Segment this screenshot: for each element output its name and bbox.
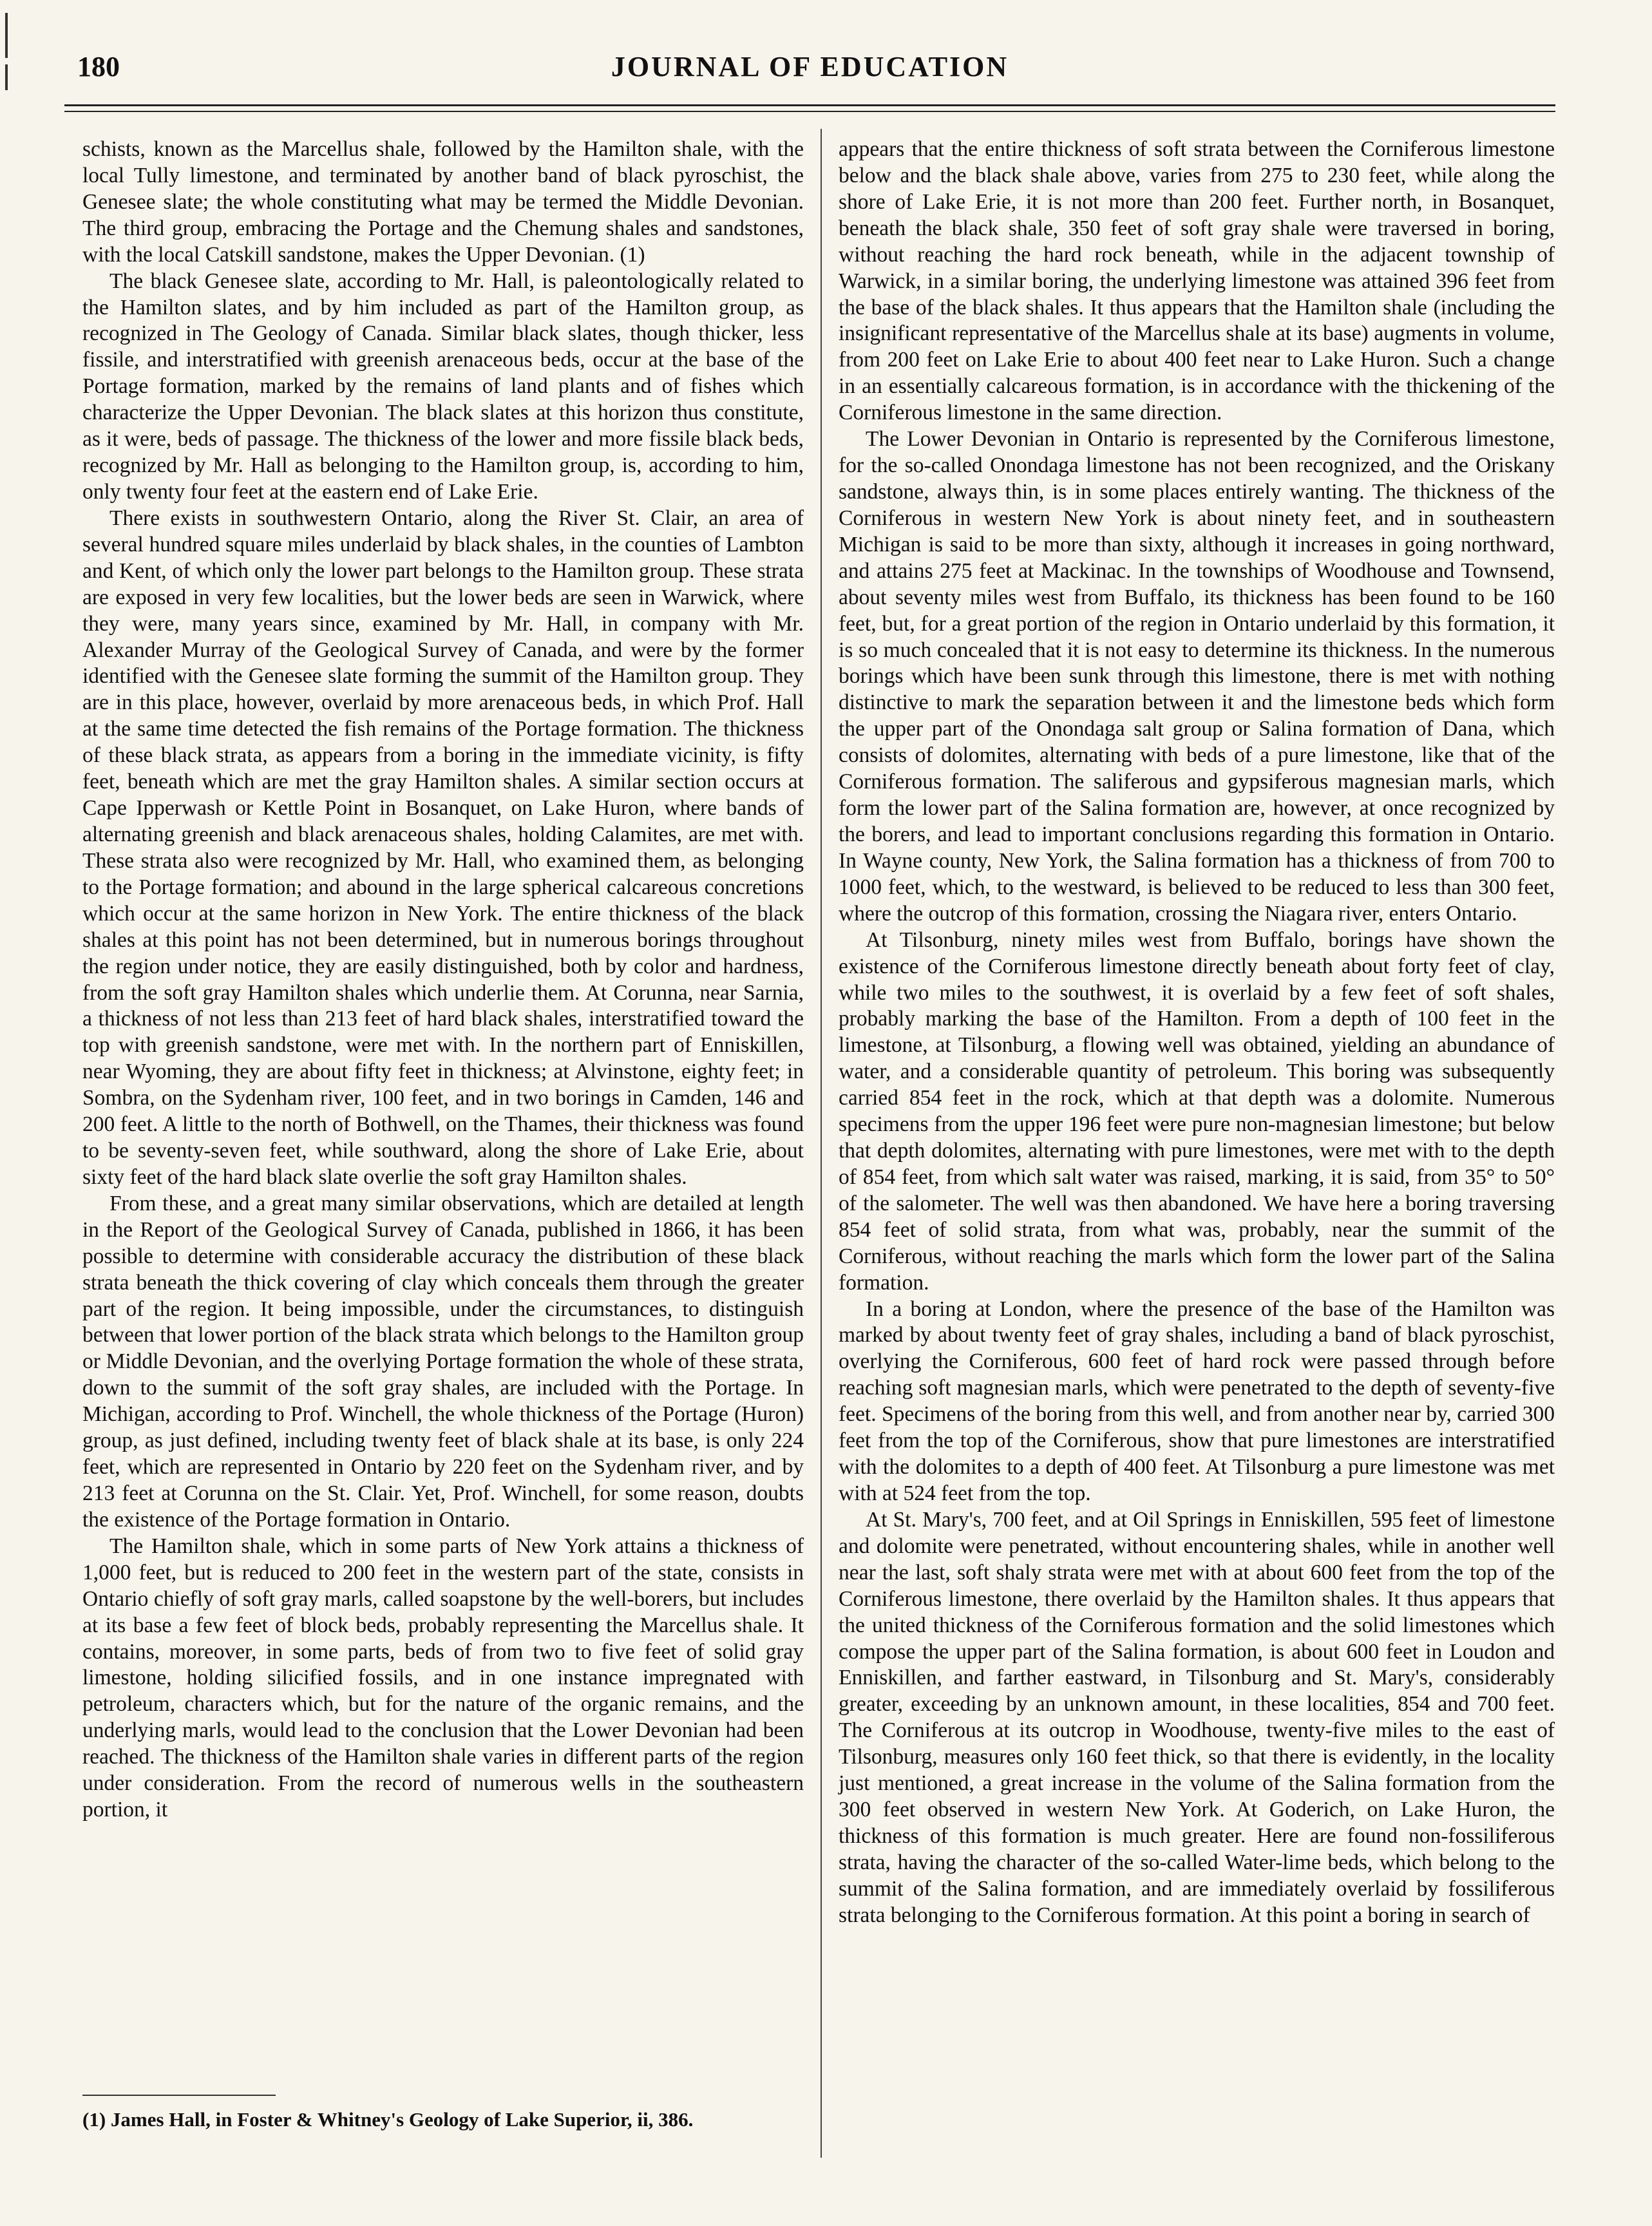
left-edge-mark-lower <box>5 64 8 90</box>
header-rule-bottom <box>64 111 1555 112</box>
left-edge-mark <box>5 13 8 58</box>
header-rule-top <box>64 104 1555 106</box>
footnote-text: James Hall, in Foster & Whitney's Geology of Lake Superior, ii, 386. <box>110 2108 694 2131</box>
paragraph: There exists in southwestern Ontario, along the River St. Clair, an area of several hundred square miles underlaid by black shales, in the counties of Lambton and Kent, of which only the lower part belongs to the Hamilton group. These strata are exposed in very few localities, but the lower beds are seen in Warwick, where they were, many years since, examined by Mr. Hall, in company with Mr. Alexander Murray of the Geological Survey of Canada, and were by the former identified with the Genesee slate forming the summit of the Hamilton group. They are in this place, however, overlaid by more arenaceous beds, in which Prof. Hall at the same time detected the fish remains of the Portage formation. The thickness of these black strata, as appears from a boring in the immediate vicinity, is fifty feet, beneath which are met the gray Hamilton shales. A similar section occurs at Cape Ipperwash or Kettle Point in Bosanquet, on Lake Huron, where bands of alternating greenish and black arenaceous shales, holding Calamites, are met with. These strata also were recognized by Mr. Hall, who examined them, as belonging to the Portage formation; and abound in the large spherical calcareous concretions which occur at the same horizon in New York. The entire thickness of the black shales at this point has not been determined, but in numerous borings throughout the region under notice, they are easily distinguished, both by color and hardness, from the soft gray Hamilton shales which underlie them. At Corunna, near Sarnia, a thickness of not less than 213 feet of hard black shales, interstratified toward the top with greenish sandstone, were met with. In the northern part of Enniskillen, near Wyoming, they are about fifty feet in thickness; at Alvinstone, eighty feet; in Sombra, on the Sydenham river, 100 feet, and in two borings in Camden, 146 and 200 feet. A little to the north of Bothwell, on the Thames, their thickness was found to be seventy-seven feet, while southward, along the shore of Lake Erie, about sixty feet of the hard black slate overlie the soft gray Hamilton shales. <box>82 506 804 1189</box>
page-number: 180 <box>77 51 120 82</box>
paragraph: appears that the entire thickness of soft strata between the Corniferous limestone below and the black shale above, varies from 275 to 230 feet, while along the shore of Lake Erie, it is not more than 200 feet. Further north, in Bosanquet, beneath the black shale, 350 feet of soft gray shale were traversed in boring, without reaching the hard rock beneath, while in the adjacent township of Warwick, in a similar boring, the underlying limestone was attained 396 feet from the base of the black shales. It thus appears that the Hamilton shale (including the insignificant representative of the Marcellus shale at its base) augments in volume, from 200 feet on Lake Erie to about 400 feet near to Lake Huron. Such a change in an essentially calcareous formation, is in accordance with the thickening of the Corniferous limestone in the same direction. <box>839 137 1555 425</box>
left-column <box>82 137 804 1823</box>
paragraph: In a boring at London, where the presence of the base of the Hamilton was marked by about twenty feet of gray shales, including a band of black pyroschist, overlying the Corniferous, 600 feet of hard rock were passed through before reaching soft magnesian marls, which were penetrated to the depth of seventy-five feet. Specimens of the boring from this well, and from another near by, carried 300 feet from the top of the Corniferous, show that pure limestones are interstratified with the dolomites to a depth of 400 feet. At Tilsonburg a pure limestone was met with at 524 feet from the top. <box>839 1297 1555 1506</box>
paragraph: At St. Mary's, 700 feet, and at Oil Springs in Enniskillen, 595 feet of limestone and dolomite were penetrated, without encountering shales, while in another well near the last, soft shaly strata were met with at about 600 feet from the top of the Corniferous limestone, there overlaid by the Hamilton shales. It thus appears that the united thickness of the Corniferous formation and the solid limestones which compose the upper part of the Salina formation, is about 600 feet in Loudon and Enniskillen, and farther eastward, in Tilsonburg and St. Mary's, considerably greater, exceeding by an unknown amount, in these localities, 854 and 700 feet. The Corniferous at its outcrop in Woodhouse, twenty-five miles to the east of Tilsonburg, measures only 160 feet thick, so that there is evidently, in the locality just mentioned, a great increase in the volume of the Salina formation from the 300 feet observed in western New York. At Goderich, on Lake Huron, the thickness of this formation is much greater. Here are found non-fossiliferous strata, having the character of the so-called Water-lime beds, which belong to the summit of the Salina formation, and are immediately overlaid by fossiliferous strata belonging to the Corniferous formation. At this point a boring in search of <box>839 1507 1555 1927</box>
column-divider <box>821 129 822 2158</box>
paragraph: The Hamilton shale, which in some parts of New York attains a thickness of 1,000 feet, but is reduced to 200 feet in the western part of the state, consists in Ontario chiefly of soft gray marls, called soapstone by the well-borers, but includes at its base a few feet of block beds, probably representing the Marcellus shale. It contains, moreover, in some parts, beds of from two to five feet of solid gray limestone, holding silicified fossils, and in one instance impregnated with petroleum, characters which, but for the nature of the organic remains, and the underlying marls, would lead to the conclusion that the Lower Devonian had been reached. The thickness of the Hamilton shale varies in different parts of the region under consideration. From the record of numerous wells in the southeastern portion, it <box>82 1534 804 1822</box>
running-head: JOURNAL OF EDUCATION <box>611 51 1009 82</box>
paragraph: At Tilsonburg, ninety miles west from Buffalo, borings have shown the existence of the Corniferous limestone directly beneath about forty feet of clay, while two miles to the southwest, it is overlaid by a few feet of soft shales, probably marking the base of the Hamilton. From a depth of 100 feet in the limestone, at Tilsonburg, a flowing well was obtained, yielding an abundance of water, and a considerable quantity of petroleum. This boring was subsequently carried 854 feet in the rock, which at that depth was a dolomite. Numerous specimens from the upper 196 feet were pure non-magnesian limestone; but below that depth dolomites, alternating with pure limestones, were met with to the depth of 854 feet, from which salt water was raised, marking, it is said, from 35° to 50° of the salometer. The well was then abandoned. We have here a boring traversing 854 feet of solid strata, from what was, probably, near the summit of the Corniferous, without reaching the marls which form the lower part of the Salina formation. <box>839 928 1555 1295</box>
page-header <box>64 50 1555 95</box>
footnote-mark: (1) <box>82 2108 106 2131</box>
footnote-rule <box>82 2095 276 2096</box>
paragraph: The Lower Devonian in Ontario is represented by the Corniferous limestone, for the so-called Onondaga limestone has not been recognized, and the Oriskany sandstone, always thin, is in some places entirely wanting. The thickness of the Corniferous in western New York is about ninety feet, and in southeastern Michigan is said to be more than sixty, although it increases in going northward, and attains 275 feet at Mackinac. In the townships of Woodhouse and Townsend, about seventy miles west from Buffalo, its thickness has been found to be 160 feet, but, for a great portion of the region in Ontario underlaid by this formation, it is so much concealed that it is not easy to determine its thickness. In the numerous borings which have been sunk through this limestone, there is met with nothing distinctive to mark the separation between it and the limestone beds which form the upper part of the Onondaga salt group or Salina formation of Dana, which consists of dolomites, alternating with beds of a pure limestone, like that of the Corniferous formation. The saliferous and gypsiferous magnesian marls, which form the lower part of the Salina formation are, however, at once recognized by the borers, and lead to important conclusions regarding this formation in Ontario. In Wayne county, New York, the Salina formation has a thickness of from 700 to 1000 feet, which, to the westward, is believed to be reduced to less than 300 feet, where the outcrop of this formation, crossing the Niagara river, enters Ontario. <box>839 427 1555 926</box>
paragraph: schists, known as the Marcellus shale, followed by the Hamilton shale, with the local Tully limestone, and terminated by another band of black pyroschist, the Genesee slate; the whole constituting what may be termed the Middle Devonian. The third group, embracing the Portage and the Chemung shales and sandstones, with the local Catskill sandstone, makes the Upper Devonian. (1) <box>82 137 804 267</box>
footnote <box>82 2107 805 2133</box>
paragraph: The black Genesee slate, according to Mr. Hall, is paleontologically related to the Hamilton slates, and by him included as part of the Hamilton group, as recognized in The Geology of Canada. Similar black slates, though thicker, less fissile, and interstratified with greenish arenaceous beds, occur at the base of the Portage formation, marked by the remains of land plants and of fishes which characterize the Upper Devonian. The black slates at this horizon thus constitute, as it were, beds of passage. The thickness of the lower and more fissile black beds, recognized by Mr. Hall as belonging to the Hamilton group, is, according to him, only twenty four feet at the eastern end of Lake Erie. <box>82 269 804 504</box>
right-column <box>839 137 1555 1929</box>
paragraph: From these, and a great many similar observations, which are detailed at length in the Report of the Geological Survey of Canada, published in 1866, it has been possible to determine with considerable accuracy the distribution of these black strata beneath the thick covering of clay which conceals them through the greater part of the region. It being impossible, under the circumstances, to distinguish between that lower portion of the black strata which belongs to the Hamilton group or Middle Devonian, and the overlying Portage formation the whole of these strata, down to the summit of the soft gray shales, are included with the Portage. In Michigan, according to Prof. Winchell, the whole thickness of the Portage (Huron) group, as just defined, including twenty feet of black shale at its base, is only 224 feet, which are represented in Ontario by 220 feet on the Sydenham river, and by 213 feet at Corunna on the St. Clair. Yet, Prof. Winchell, for some reason, doubts the existence of the Portage formation in Ontario. <box>82 1191 804 1532</box>
